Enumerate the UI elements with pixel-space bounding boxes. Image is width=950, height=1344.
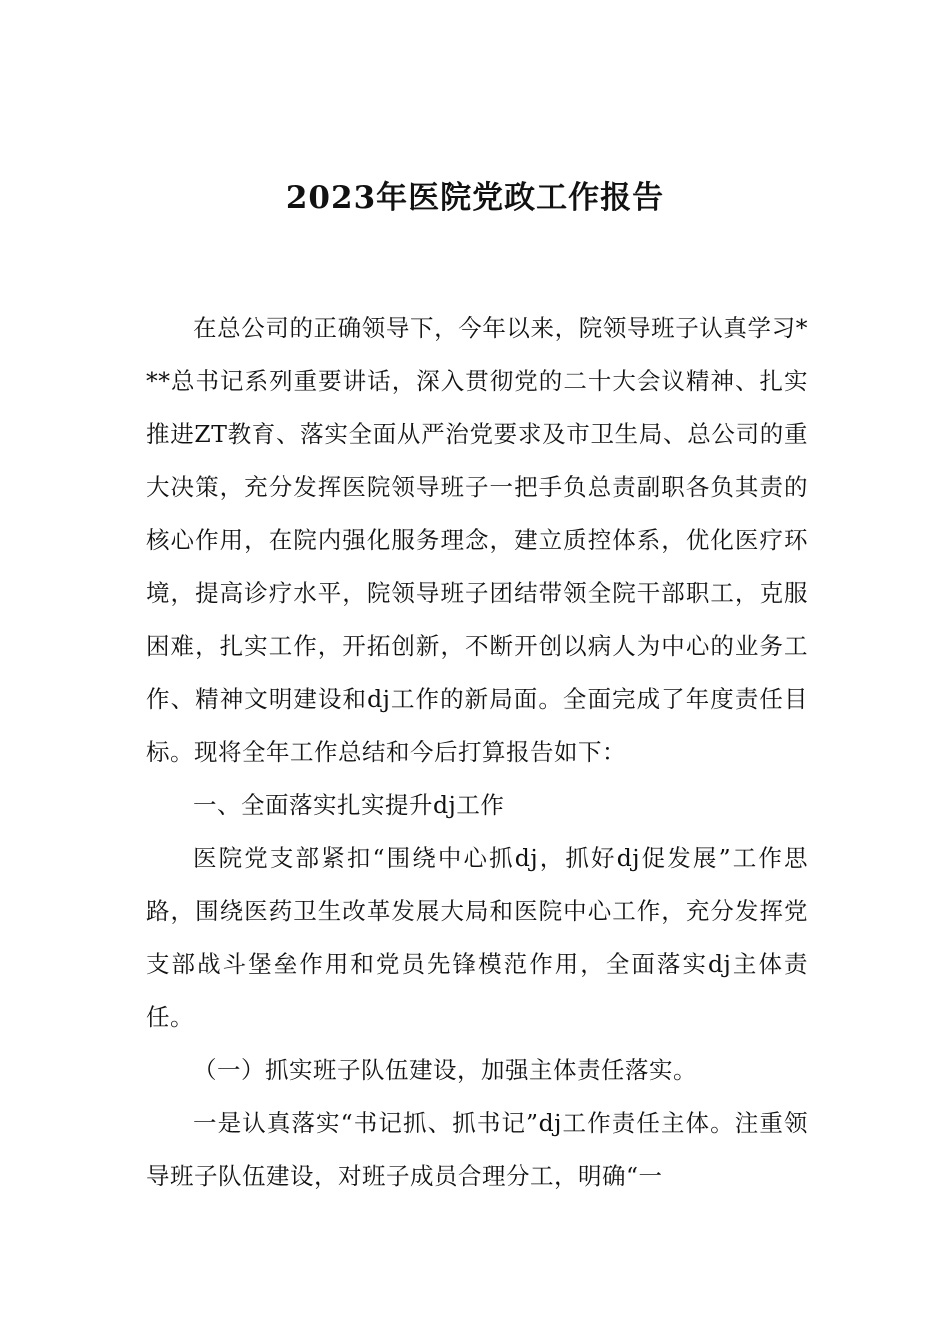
section-heading-1: 一、全面落实扎实提升dj工作 bbox=[193, 791, 505, 819]
paragraph-section-1: 医院党支部紧扣“围绕中心抓dj，抓好dj促发展”工作思路，围绕医药卫生改革发展大局和医院中心工作，充分发挥党支部战斗堡垒作用和党员先锋模范作用，全面落实dj主体责任。 bbox=[146, 844, 808, 1031]
paragraph-subsection-1: 一是认真落实“书记抓、抓书记”dj工作责任主体。注重领导班子队伍建设，对班子成员合理分工，明确“一 bbox=[146, 1109, 808, 1190]
subsection-heading-1: （一）抓实班子队伍建设，加强主体责任落实。 bbox=[193, 1056, 697, 1084]
document-body bbox=[146, 302, 808, 1203]
paragraph-intro: 在总公司的正确领导下，今年以来，院领导班子认真学习***总书记系列重要讲话，深入贯彻党的二十大会议精神、扎实推进ZT教育、落实全面从严治党要求及市卫生局、总公司的重大决策，充分发挥医院领导班子一把手负总责副职各负其责的核心作用，在院内强化服务理念，建立质控体系，优化医疗环境，提高诊疗水平，院领导班子团结带领全院干部职工，克服困难，扎实工作，开拓创新，不断开创以病人为中心的业务工作、精神文明建设和dj工作的新局面。全面完成了年度责任目标。现将全年工作总结和今后打算报告如下： bbox=[146, 314, 808, 766]
document-title: 2023年医院党政工作报告 bbox=[285, 180, 665, 216]
